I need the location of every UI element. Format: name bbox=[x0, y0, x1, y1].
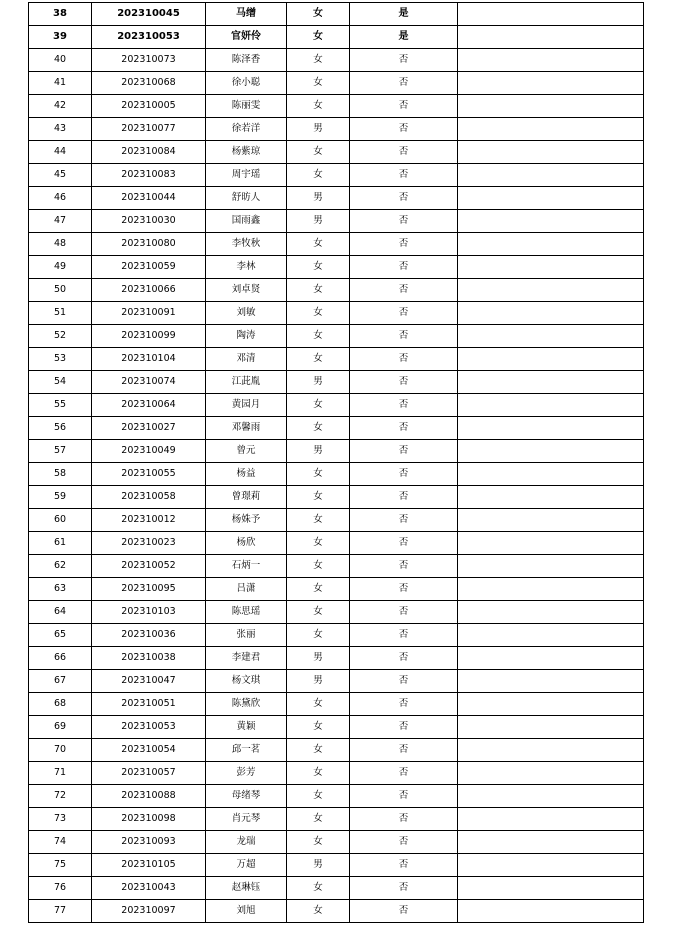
table-row bbox=[29, 371, 644, 394]
remarks-cell bbox=[458, 486, 644, 509]
row-number-cell: 66 bbox=[29, 647, 92, 670]
gender-cell: 男 bbox=[287, 187, 350, 210]
table-row bbox=[29, 831, 644, 854]
row-number-cell: 65 bbox=[29, 624, 92, 647]
student-id-cell: 202310053 bbox=[92, 26, 206, 49]
gender-cell: 女 bbox=[287, 739, 350, 762]
admitted-cell: 否 bbox=[350, 578, 458, 601]
name-cell: 黄园月 bbox=[206, 394, 287, 417]
name-cell: 邓清 bbox=[206, 348, 287, 371]
name-cell: 母绪琴 bbox=[206, 785, 287, 808]
remarks-cell bbox=[458, 601, 644, 624]
admitted-cell: 否 bbox=[350, 49, 458, 72]
remarks-cell bbox=[458, 164, 644, 187]
student-id-cell: 202310036 bbox=[92, 624, 206, 647]
row-number-cell: 58 bbox=[29, 463, 92, 486]
admitted-cell: 是 bbox=[350, 26, 458, 49]
row-number-cell: 50 bbox=[29, 279, 92, 302]
row-number-cell: 43 bbox=[29, 118, 92, 141]
admitted-cell: 是 bbox=[350, 3, 458, 26]
student-id-cell: 202310038 bbox=[92, 647, 206, 670]
remarks-cell bbox=[458, 302, 644, 325]
student-id-cell: 202310052 bbox=[92, 555, 206, 578]
name-cell: 龙瑞 bbox=[206, 831, 287, 854]
name-cell: 刘旭 bbox=[206, 900, 287, 923]
row-number-cell: 56 bbox=[29, 417, 92, 440]
gender-cell: 男 bbox=[287, 670, 350, 693]
table-row bbox=[29, 3, 644, 26]
table-row bbox=[29, 601, 644, 624]
row-number-cell: 74 bbox=[29, 831, 92, 854]
table-row bbox=[29, 762, 644, 785]
remarks-cell bbox=[458, 739, 644, 762]
gender-cell: 女 bbox=[287, 693, 350, 716]
gender-cell: 女 bbox=[287, 302, 350, 325]
row-number-cell: 59 bbox=[29, 486, 92, 509]
student-id-cell: 202310091 bbox=[92, 302, 206, 325]
name-cell: 李建君 bbox=[206, 647, 287, 670]
table-row bbox=[29, 394, 644, 417]
gender-cell: 女 bbox=[287, 532, 350, 555]
student-id-cell: 202310093 bbox=[92, 831, 206, 854]
row-number-cell: 70 bbox=[29, 739, 92, 762]
row-number-cell: 62 bbox=[29, 555, 92, 578]
gender-cell: 男 bbox=[287, 440, 350, 463]
name-cell: 舒昉人 bbox=[206, 187, 287, 210]
table-row bbox=[29, 164, 644, 187]
name-cell: 邱一茗 bbox=[206, 739, 287, 762]
table-row bbox=[29, 440, 644, 463]
admitted-cell: 否 bbox=[350, 394, 458, 417]
student-id-cell: 202310068 bbox=[92, 72, 206, 95]
table-row bbox=[29, 233, 644, 256]
row-number-cell: 71 bbox=[29, 762, 92, 785]
gender-cell: 女 bbox=[287, 509, 350, 532]
name-cell: 徐小聪 bbox=[206, 72, 287, 95]
name-cell: 曾元 bbox=[206, 440, 287, 463]
gender-cell: 女 bbox=[287, 463, 350, 486]
gender-cell: 女 bbox=[287, 900, 350, 923]
table-row bbox=[29, 302, 644, 325]
gender-cell: 女 bbox=[287, 233, 350, 256]
remarks-cell bbox=[458, 233, 644, 256]
table-row bbox=[29, 187, 644, 210]
remarks-cell bbox=[458, 509, 644, 532]
student-id-cell: 202310023 bbox=[92, 532, 206, 555]
gender-cell: 男 bbox=[287, 647, 350, 670]
gender-cell: 女 bbox=[287, 877, 350, 900]
student-id-cell: 202310064 bbox=[92, 394, 206, 417]
name-cell: 刘卓贤 bbox=[206, 279, 287, 302]
student-id-cell: 202310083 bbox=[92, 164, 206, 187]
table-row bbox=[29, 279, 644, 302]
student-id-cell: 202310047 bbox=[92, 670, 206, 693]
remarks-cell bbox=[458, 647, 644, 670]
row-number-cell: 72 bbox=[29, 785, 92, 808]
remarks-cell bbox=[458, 95, 644, 118]
admitted-cell: 否 bbox=[350, 808, 458, 831]
gender-cell: 女 bbox=[287, 555, 350, 578]
row-number-cell: 73 bbox=[29, 808, 92, 831]
name-cell: 李牧秋 bbox=[206, 233, 287, 256]
admitted-cell: 否 bbox=[350, 417, 458, 440]
admitted-cell: 否 bbox=[350, 463, 458, 486]
row-number-cell: 49 bbox=[29, 256, 92, 279]
row-number-cell: 39 bbox=[29, 26, 92, 49]
name-cell: 刘敏 bbox=[206, 302, 287, 325]
name-cell: 赵琳钰 bbox=[206, 877, 287, 900]
gender-cell: 男 bbox=[287, 371, 350, 394]
name-cell: 李林 bbox=[206, 256, 287, 279]
name-cell: 徐若洋 bbox=[206, 118, 287, 141]
table-row bbox=[29, 463, 644, 486]
row-number-cell: 77 bbox=[29, 900, 92, 923]
remarks-cell bbox=[458, 463, 644, 486]
row-number-cell: 61 bbox=[29, 532, 92, 555]
remarks-cell bbox=[458, 325, 644, 348]
remarks-cell bbox=[458, 187, 644, 210]
row-number-cell: 64 bbox=[29, 601, 92, 624]
remarks-cell bbox=[458, 348, 644, 371]
row-number-cell: 69 bbox=[29, 716, 92, 739]
row-number-cell: 51 bbox=[29, 302, 92, 325]
admitted-cell: 否 bbox=[350, 601, 458, 624]
admitted-cell: 否 bbox=[350, 624, 458, 647]
row-number-cell: 60 bbox=[29, 509, 92, 532]
name-cell: 国雨鑫 bbox=[206, 210, 287, 233]
remarks-cell bbox=[458, 256, 644, 279]
gender-cell: 女 bbox=[287, 325, 350, 348]
row-number-cell: 68 bbox=[29, 693, 92, 716]
remarks-cell bbox=[458, 72, 644, 95]
table-row bbox=[29, 716, 644, 739]
admitted-cell: 否 bbox=[350, 72, 458, 95]
table-row bbox=[29, 555, 644, 578]
student-id-cell: 202310044 bbox=[92, 187, 206, 210]
name-cell: 周宇瑶 bbox=[206, 164, 287, 187]
gender-cell: 女 bbox=[287, 279, 350, 302]
admitted-cell: 否 bbox=[350, 256, 458, 279]
gender-cell: 女 bbox=[287, 141, 350, 164]
name-cell: 杨姝予 bbox=[206, 509, 287, 532]
row-number-cell: 76 bbox=[29, 877, 92, 900]
admitted-cell: 否 bbox=[350, 141, 458, 164]
gender-cell: 女 bbox=[287, 49, 350, 72]
table-row bbox=[29, 693, 644, 716]
row-number-cell: 48 bbox=[29, 233, 92, 256]
remarks-cell bbox=[458, 440, 644, 463]
student-id-cell: 202310074 bbox=[92, 371, 206, 394]
admitted-cell: 否 bbox=[350, 670, 458, 693]
row-number-cell: 45 bbox=[29, 164, 92, 187]
admitted-cell: 否 bbox=[350, 555, 458, 578]
admitted-cell: 否 bbox=[350, 371, 458, 394]
admitted-cell: 否 bbox=[350, 509, 458, 532]
remarks-cell bbox=[458, 26, 644, 49]
table-row bbox=[29, 486, 644, 509]
table-row bbox=[29, 256, 644, 279]
name-cell: 肖元琴 bbox=[206, 808, 287, 831]
gender-cell: 女 bbox=[287, 486, 350, 509]
table-row bbox=[29, 348, 644, 371]
gender-cell: 女 bbox=[287, 348, 350, 371]
name-cell: 杨欣 bbox=[206, 532, 287, 555]
table-row bbox=[29, 670, 644, 693]
admitted-cell: 否 bbox=[350, 831, 458, 854]
admitted-cell: 否 bbox=[350, 325, 458, 348]
student-id-cell: 202310104 bbox=[92, 348, 206, 371]
student-id-cell: 202310005 bbox=[92, 95, 206, 118]
row-number-cell: 44 bbox=[29, 141, 92, 164]
table-row bbox=[29, 785, 644, 808]
table-row bbox=[29, 739, 644, 762]
gender-cell: 女 bbox=[287, 808, 350, 831]
student-id-cell: 202310012 bbox=[92, 509, 206, 532]
admitted-cell: 否 bbox=[350, 486, 458, 509]
admitted-cell: 否 bbox=[350, 95, 458, 118]
admitted-cell: 否 bbox=[350, 716, 458, 739]
student-id-cell: 202310088 bbox=[92, 785, 206, 808]
admitted-cell: 否 bbox=[350, 233, 458, 256]
name-cell: 石炳一 bbox=[206, 555, 287, 578]
admitted-cell: 否 bbox=[350, 854, 458, 877]
remarks-cell bbox=[458, 49, 644, 72]
admitted-cell: 否 bbox=[350, 279, 458, 302]
row-number-cell: 47 bbox=[29, 210, 92, 233]
remarks-cell bbox=[458, 279, 644, 302]
student-id-cell: 202310045 bbox=[92, 3, 206, 26]
row-number-cell: 41 bbox=[29, 72, 92, 95]
row-number-cell: 57 bbox=[29, 440, 92, 463]
student-id-cell: 202310053 bbox=[92, 716, 206, 739]
student-id-cell: 202310066 bbox=[92, 279, 206, 302]
row-number-cell: 52 bbox=[29, 325, 92, 348]
table-row bbox=[29, 210, 644, 233]
table-row bbox=[29, 647, 644, 670]
name-cell: 官妍伶 bbox=[206, 26, 287, 49]
gender-cell: 男 bbox=[287, 210, 350, 233]
name-cell: 张丽 bbox=[206, 624, 287, 647]
gender-cell: 女 bbox=[287, 26, 350, 49]
table-row bbox=[29, 900, 644, 923]
remarks-cell bbox=[458, 808, 644, 831]
name-cell: 邓馨雨 bbox=[206, 417, 287, 440]
student-id-cell: 202310095 bbox=[92, 578, 206, 601]
name-cell: 陈思瑶 bbox=[206, 601, 287, 624]
remarks-cell bbox=[458, 555, 644, 578]
table-row bbox=[29, 49, 644, 72]
row-number-cell: 38 bbox=[29, 3, 92, 26]
remarks-cell bbox=[458, 624, 644, 647]
gender-cell: 男 bbox=[287, 118, 350, 141]
admitted-cell: 否 bbox=[350, 164, 458, 187]
gender-cell: 女 bbox=[287, 785, 350, 808]
table-row bbox=[29, 854, 644, 877]
student-id-cell: 202310077 bbox=[92, 118, 206, 141]
name-cell: 杨益 bbox=[206, 463, 287, 486]
student-id-cell: 202310058 bbox=[92, 486, 206, 509]
table-row bbox=[29, 532, 644, 555]
table-row bbox=[29, 624, 644, 647]
student-id-cell: 202310027 bbox=[92, 417, 206, 440]
table-row bbox=[29, 578, 644, 601]
remarks-cell bbox=[458, 716, 644, 739]
admitted-cell: 否 bbox=[350, 187, 458, 210]
name-cell: 黄颖 bbox=[206, 716, 287, 739]
student-id-cell: 202310073 bbox=[92, 49, 206, 72]
remarks-cell bbox=[458, 417, 644, 440]
table-row bbox=[29, 417, 644, 440]
table-row bbox=[29, 808, 644, 831]
student-id-cell: 202310103 bbox=[92, 601, 206, 624]
row-number-cell: 55 bbox=[29, 394, 92, 417]
name-cell: 彭芳 bbox=[206, 762, 287, 785]
student-id-cell: 202310099 bbox=[92, 325, 206, 348]
student-id-cell: 202310097 bbox=[92, 900, 206, 923]
remarks-cell bbox=[458, 693, 644, 716]
remarks-cell bbox=[458, 877, 644, 900]
table-row bbox=[29, 26, 644, 49]
row-number-cell: 42 bbox=[29, 95, 92, 118]
table-row bbox=[29, 877, 644, 900]
row-number-cell: 54 bbox=[29, 371, 92, 394]
row-number-cell: 67 bbox=[29, 670, 92, 693]
row-number-cell: 75 bbox=[29, 854, 92, 877]
row-number-cell: 40 bbox=[29, 49, 92, 72]
name-cell: 陈泽香 bbox=[206, 49, 287, 72]
table-row bbox=[29, 509, 644, 532]
remarks-cell bbox=[458, 3, 644, 26]
admitted-cell: 否 bbox=[350, 785, 458, 808]
name-cell: 陶涛 bbox=[206, 325, 287, 348]
student-id-cell: 202310043 bbox=[92, 877, 206, 900]
remarks-cell bbox=[458, 854, 644, 877]
gender-cell: 女 bbox=[287, 394, 350, 417]
gender-cell: 男 bbox=[287, 854, 350, 877]
gender-cell: 女 bbox=[287, 601, 350, 624]
student-id-cell: 202310049 bbox=[92, 440, 206, 463]
name-cell: 马缯 bbox=[206, 3, 287, 26]
gender-cell: 女 bbox=[287, 624, 350, 647]
admitted-cell: 否 bbox=[350, 210, 458, 233]
row-number-cell: 63 bbox=[29, 578, 92, 601]
remarks-cell bbox=[458, 762, 644, 785]
table-row bbox=[29, 72, 644, 95]
name-cell: 杨文琪 bbox=[206, 670, 287, 693]
student-id-cell: 202310084 bbox=[92, 141, 206, 164]
name-cell: 江茈胤 bbox=[206, 371, 287, 394]
gender-cell: 女 bbox=[287, 762, 350, 785]
name-cell: 万超 bbox=[206, 854, 287, 877]
admitted-cell: 否 bbox=[350, 532, 458, 555]
remarks-cell bbox=[458, 532, 644, 555]
name-cell: 杨紫琼 bbox=[206, 141, 287, 164]
student-id-cell: 202310055 bbox=[92, 463, 206, 486]
table-row bbox=[29, 118, 644, 141]
gender-cell: 女 bbox=[287, 578, 350, 601]
remarks-cell bbox=[458, 210, 644, 233]
table-row bbox=[29, 325, 644, 348]
remarks-cell bbox=[458, 831, 644, 854]
remarks-cell bbox=[458, 900, 644, 923]
table-row bbox=[29, 141, 644, 164]
gender-cell: 女 bbox=[287, 72, 350, 95]
admitted-cell: 否 bbox=[350, 739, 458, 762]
gender-cell: 女 bbox=[287, 95, 350, 118]
name-cell: 曾璟莉 bbox=[206, 486, 287, 509]
gender-cell: 女 bbox=[287, 164, 350, 187]
name-cell: 吕潇 bbox=[206, 578, 287, 601]
admitted-cell: 否 bbox=[350, 693, 458, 716]
table-row bbox=[29, 95, 644, 118]
student-id-cell: 202310080 bbox=[92, 233, 206, 256]
gender-cell: 女 bbox=[287, 3, 350, 26]
admitted-cell: 否 bbox=[350, 900, 458, 923]
gender-cell: 女 bbox=[287, 716, 350, 739]
admitted-cell: 否 bbox=[350, 647, 458, 670]
remarks-cell bbox=[458, 578, 644, 601]
name-cell: 陈丽雯 bbox=[206, 95, 287, 118]
student-id-cell: 202310030 bbox=[92, 210, 206, 233]
student-id-cell: 202310098 bbox=[92, 808, 206, 831]
admitted-cell: 否 bbox=[350, 348, 458, 371]
student-id-cell: 202310105 bbox=[92, 854, 206, 877]
row-number-cell: 46 bbox=[29, 187, 92, 210]
name-cell: 陈黛欣 bbox=[206, 693, 287, 716]
admitted-cell: 否 bbox=[350, 302, 458, 325]
gender-cell: 女 bbox=[287, 831, 350, 854]
admitted-cell: 否 bbox=[350, 762, 458, 785]
admitted-cell: 否 bbox=[350, 118, 458, 141]
student-id-cell: 202310051 bbox=[92, 693, 206, 716]
remarks-cell bbox=[458, 141, 644, 164]
remarks-cell bbox=[458, 394, 644, 417]
table-body bbox=[29, 3, 644, 923]
student-id-cell: 202310057 bbox=[92, 762, 206, 785]
student-id-cell: 202310059 bbox=[92, 256, 206, 279]
remarks-cell bbox=[458, 785, 644, 808]
admitted-cell: 否 bbox=[350, 877, 458, 900]
remarks-cell bbox=[458, 371, 644, 394]
admitted-cell: 否 bbox=[350, 440, 458, 463]
student-id-cell: 202310054 bbox=[92, 739, 206, 762]
remarks-cell bbox=[458, 118, 644, 141]
row-number-cell: 53 bbox=[29, 348, 92, 371]
gender-cell: 女 bbox=[287, 417, 350, 440]
remarks-cell bbox=[458, 670, 644, 693]
gender-cell: 女 bbox=[287, 256, 350, 279]
results-table bbox=[28, 2, 644, 923]
